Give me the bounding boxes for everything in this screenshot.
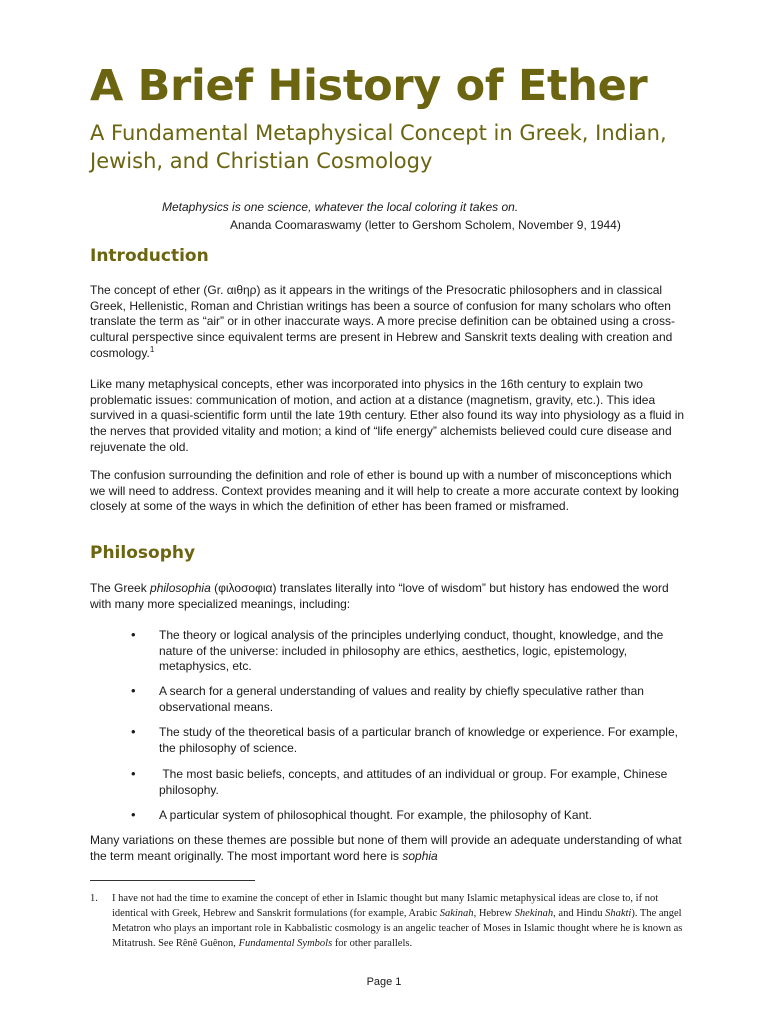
list-item — [131, 684, 691, 715]
footnote-separator — [90, 880, 255, 881]
term-shakti: Shakti — [605, 908, 632, 919]
bullet-icon: • — [131, 683, 136, 698]
section-heading-introduction: Introduction — [90, 246, 209, 266]
bullet-icon: • — [131, 724, 136, 739]
list-item-text: A particular system of philosophical thought. For example, the philosophy of Kant. — [159, 808, 592, 822]
epigraph-quote: Metaphysics is one science, whatever the local coloring it takes on. — [162, 200, 519, 214]
book-title-fundamental-symbols: Fundamental Symbols — [238, 938, 333, 949]
bullet-icon: • — [131, 807, 136, 822]
list-item-text: The most basic beliefs, concepts, and attitudes of an individual or group. For example, Chinese philosophy. — [159, 767, 671, 797]
epigraph-source: Ananda Coomaraswamy (letter to Gershom Scholem, November 9, 1944) — [230, 218, 621, 232]
philosophy-p1-lead: The Greek — [90, 581, 151, 595]
footnote-number: 1. — [90, 893, 98, 904]
bullet-icon: • — [131, 627, 136, 642]
intro-paragraph-2: Like many metaphysical concepts, ether was incorporated into physics in the 16th century to explain two problematic issues: communication of motion, and action at a distance (magnetism, gravity, etc.). This idea survived in a quasi-scientific form until the late 19th century. Ether also found its way into physiology as a fluid in the nerves that provided vitality and motion; a kind of “life energy” alchemists believed could cure disease and rejuvenate the old. — [90, 377, 685, 454]
footnote-text-part: , and Hindu — [553, 908, 606, 919]
philosophy-p1-rest: (φιλοσοφια) translates literally into “love of wisdom” but history has endowed the word with many more specialized meanings, including: — [90, 581, 669, 611]
bullet-icon: • — [131, 766, 136, 781]
document-subtitle: A Fundamental Metaphysical Concept in Greek, Indian, Jewish, and Christian Cosmology — [90, 121, 667, 173]
footnote-reference[interactable]: 1 — [149, 344, 155, 354]
term-sakinah: Sakinah — [439, 908, 474, 919]
footnote-text-part: for other parallels. — [332, 938, 413, 949]
page-number: Page 1 — [366, 976, 402, 988]
footnote-text — [112, 891, 686, 951]
philosophy-paragraph-2 — [90, 833, 686, 864]
list-item-text: The theory or logical analysis of the principles underlying conduct, thought, knowledge, and the nature of the universe: included in philosophy are ethics, aesthetics, logic, epistemology, metaphysics, etc. — [159, 628, 664, 674]
footnote-1 — [90, 891, 686, 951]
sophia-term: sophia — [402, 848, 438, 863]
list-item — [131, 725, 691, 756]
footnote-text-part: I have not had the time to examine the concept of ether in Islamic thought but many Islamic metaphysical ideas are close to, if not identical with Greek, Hebrew and Sanskrit formulations (for example, Arabic — [112, 893, 659, 919]
philosophy-paragraph-1 — [90, 581, 686, 612]
section-heading-philosophy: Philosophy — [90, 543, 196, 563]
intro-paragraph-3: The confusion surrounding the definition and role of ether is bound up with a number of misconceptions which we will need to address. Context provides meaning and it will help to create a more accurate context by looking closely at some of the ways in which the definition of ether has been framed or misframed. — [90, 468, 679, 514]
document-title: A Brief History of Ether — [90, 61, 648, 111]
philosophia-term: philosophia — [150, 581, 211, 595]
intro-paragraph-1-text: The concept of ether (Gr. αιθηρ) as it appears in the writings of the Presocratic philosophers and in classical Greek, Hellenistic, Roman and Christian writings has been a source of confusion for many scholars who often translate the term as “air” or in other inaccurate ways. A more precise definition can be obtained using a cross-cultural perspective since equivalent terms are present in Hebrew and Sanskrit texts dealing with creation and cosmology. — [90, 283, 675, 360]
list-item-text: A search for a general understanding of values and reality by chiefly speculative rather than observational means. — [159, 684, 644, 714]
footnote-text-part: , Hebrew — [473, 908, 515, 919]
philosophy-p2-text: Many variations on these themes are possible but none of them will provide an adequate understanding of what the term meant originally. The most important word here is — [90, 833, 682, 863]
list-item — [131, 628, 691, 675]
intro-paragraph-1 — [90, 283, 686, 362]
list-item-text: The study of the theoretical basis of a particular branch of knowledge or experience. For example, the philosophy of science. — [159, 725, 678, 755]
list-item — [131, 767, 691, 798]
list-item — [131, 808, 691, 824]
term-shekinah: Shekinah — [514, 908, 554, 919]
footnote-text-part: ). The angel Metatron who plays an important role in Kabbalistic cosmology is an angelic teacher of Moses in Islamic thought where he is known as Mitatrush. See Rênê Guênon, — [112, 908, 683, 949]
